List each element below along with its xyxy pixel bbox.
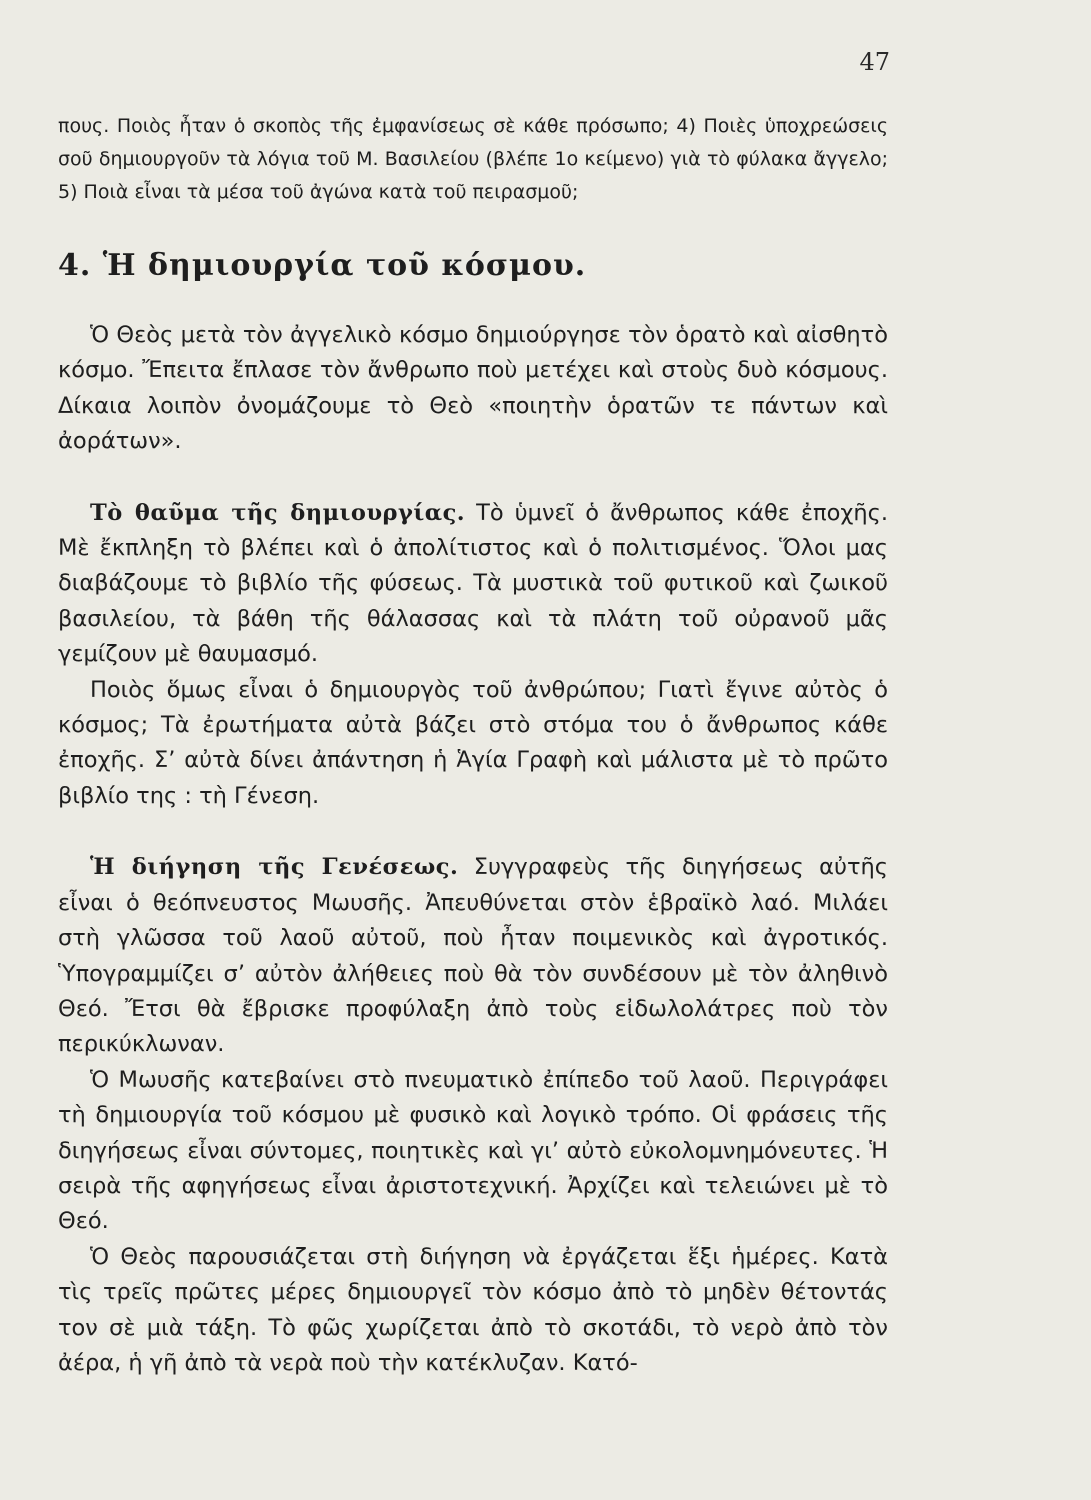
paragraph-2: [58, 496, 888, 673]
section-body: [58, 318, 888, 1381]
section-heading: 4. Ἡ δημιουργία τοῦ κόσμου.: [58, 248, 587, 283]
paragraph-5: [58, 1063, 888, 1240]
paragraph-4: [58, 850, 888, 1062]
paragraph-1: [58, 318, 888, 460]
paragraph-2-lead: Τὸ θαῦμα τῆς δημιουργίας.: [90, 499, 466, 526]
paragraph-1-text: Ὁ Θεὸς μετὰ τὸν ἀγγελικὸ κόσμο δημιούργησε τὸν ὁρατὸ καὶ αἰσθητὸ κόσμο. Ἔπειτα ἔπλασε τὸν ἄνθρωπο ποὺ μετέχει καὶ στοὺς δυὸ κόσμους. Δίκαια λοιπὸν ὀνομάζουμε τὸ Θεὸ «ποιητὴν ὁρατῶν τε πάντων καὶ ἀοράτων».: [58, 322, 888, 455]
paragraph-4-text: Συγγραφεὺς τῆς διηγήσεως αὐτῆς εἶναι ὁ θεόπνευστος Μωυσῆς. Ἀπευθύνεται στὸν ἑβραϊκὸ λαό. Μιλάει στὴ γλῶσσα τοῦ λαοῦ αὐτοῦ, ποὺ ἦταν ποιμενικὸς καὶ ἀγροτικός. Ὑπογραμμίζει σ’ αὐτὸν ἀλήθειες ποὺ θὰ τὸν συνδέσουν μὲ τὸν ἀληθινὸ Θεό. Ἔτσι θὰ ἔβρισκε προφύλαξη ἀπὸ τοὺς εἰδωλολάτρες ποὺ τὸν περικύκλωναν.: [58, 854, 888, 1058]
paragraph-3-text: Ποιὸς ὅμως εἶναι ὁ δημιουργὸς τοῦ ἀνθρώπου; Γιατὶ ἔγινε αὐτὸς ὁ κόσμος; Τὰ ἐρωτήματα αὐτὰ βάζει στὸ στόμα του ὁ ἄνθρωπος κάθε ἐποχῆς. Σ’ αὐτὰ δίνει ἀπάντηση ἡ Ἁγία Γραφὴ καὶ μάλιστα μὲ τὸ πρῶτο βιβλίο της : τὴ Γένεση.: [58, 676, 888, 809]
paragraph-2-text: Τὸ ὑμνεῖ ὁ ἄνθρωπος κάθε ἐποχῆς. Μὲ ἔκπληξη τὸ βλέπει καὶ ὁ ἀπολίτιστος καὶ ὁ πολιτισμένος. Ὅλοι μας διαβάζουμε τὸ βιβλίο τῆς φύσεως. Τὰ μυστικὰ τοῦ φυτικοῦ καὶ ζωικοῦ βασιλείου, τὰ βάθη τῆς θάλασσας καὶ τὰ πλάτη τοῦ οὐρανοῦ μᾶς γεμίζουν μὲ θαυμασμό.: [58, 499, 888, 668]
paragraph-5-text: Ὁ Μωυσῆς κατεβαίνει στὸ πνευματικὸ ἐπίπεδο τοῦ λαοῦ. Περιγράφει τὴ δημιουργία τοῦ κόσμου μὲ φυσικὸ καὶ λογικὸ τρόπο. Οἱ φράσεις τῆς διηγήσεως εἶναι σύντομες, ποιητικὲς καὶ γι’ αὐτὸ εὐκολομνημόνευτες. Ἡ σειρὰ τῆς αφηγήσεως εἶναι ἀριστοτεχνική. Ἀρχίζει καὶ τελειώνει μὲ τὸ Θεό.: [58, 1066, 888, 1235]
paragraph-3: [58, 673, 888, 815]
paragraph-4-lead: Ἡ διήγηση τῆς Γενέσεως.: [90, 854, 459, 881]
paragraph-6: [58, 1240, 888, 1382]
intro-paragraph: πους. Ποιὸς ἦταν ὁ σκοπὸς τῆς ἐμφανίσεως σὲ κάθε πρόσωπο; 4) Ποιὲς ὑποχρεώσεις σοῦ δημιουργοῦν τὰ λόγια τοῦ Μ. Βασιλείου (βλέπε 1ο κείμενο) γιὰ τὸ φύλακα ἄγγελο; 5) Ποιὰ εἶναι τὰ μέσα τοῦ ἀγώνα κατὰ τοῦ πειρασμοῦ;: [58, 115, 888, 203]
paragraph-6-text: Ὁ Θεὸς παρουσιάζεται στὴ διήγηση νὰ ἐργάζεται ἕξι ἡμέρες. Κατὰ τὶς τρεῖς πρῶτες μέρες δημιουργεῖ τὸν κόσμο ἀπὸ τὸ μηδὲν θέτοντάς τον σὲ μιὰ τάξη. Τὸ φῶς χωρίζεται ἀπὸ τὸ σκοτάδι, τὸ νερὸ ἀπὸ τὸν ἀέρα, ἡ γῆ ἀπὸ τὰ νερὰ ποὺ τὴν κατέκλυζαν. Κατό-: [58, 1243, 888, 1376]
page-number: 47: [859, 48, 890, 76]
